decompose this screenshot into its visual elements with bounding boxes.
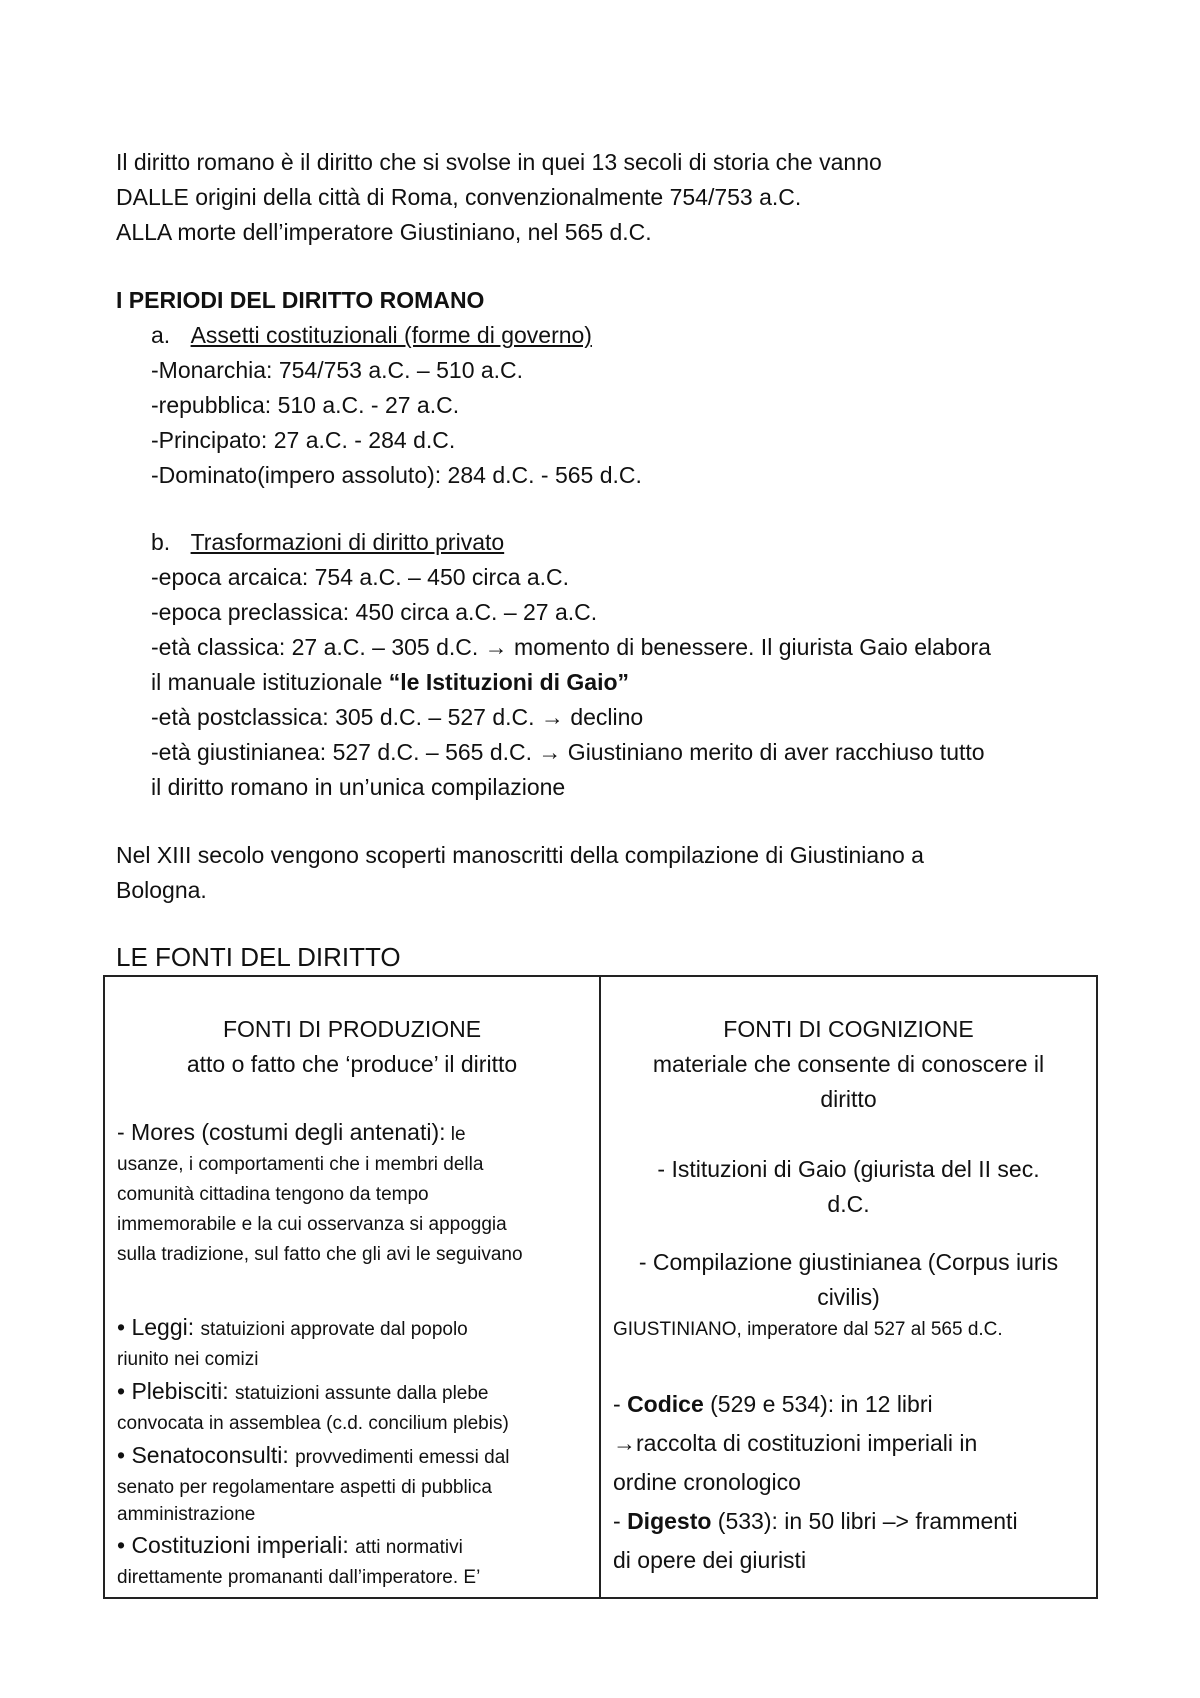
paragraph-line: Nel XIII secolo vengono scoperti manoscritti della compilazione di Giustiniano a: [116, 842, 924, 868]
mores-block: [117, 1115, 593, 1270]
period-item: -epoca preclassica: 450 circa a.C. – 27 a.C.: [151, 599, 598, 625]
costituzioni-text: atti normativi: [355, 1537, 463, 1558]
section-title-fonti: LE FONTI DEL DIRITTO: [116, 942, 401, 972]
plebisciti-text: convocata in assemblea (c.d. concilium plebis): [117, 1413, 509, 1434]
column-heading: FONTI DI COGNIZIONE: [723, 1016, 974, 1042]
mores-text: immemorabile e la cui osservanza si appoggia: [117, 1214, 507, 1235]
table-cell-cognizione: [600, 976, 1097, 1598]
column-subheading: atto o fatto che ‘produce’ il diritto: [186, 1051, 518, 1077]
list-item-a: [151, 318, 592, 353]
digesto-line: di opere dei giuristi: [613, 1547, 807, 1573]
codice-line: →raccolta di costituzioni imperiali in: [613, 1430, 978, 1456]
period-item: -età giustinianea: 527 d.C. – 565 d.C. → Giustiniano merito di aver racchiuso tutto: [151, 739, 985, 765]
istituzioni-line: - Istituzioni di Gaio (giurista del II sec.: [657, 1156, 1040, 1182]
istituzioni-line: d.C.: [827, 1191, 870, 1217]
costituzioni-block: [117, 1528, 587, 1593]
digesto-prefix: -: [613, 1508, 628, 1534]
section-title-periodi: I PERIODI DEL DIRITTO ROMANO: [116, 287, 485, 313]
codice-text: (529 e 534): in 12 libri: [703, 1391, 933, 1417]
period-item: [151, 665, 629, 700]
digesto-term: Digesto: [627, 1508, 712, 1534]
giustiniano-note: GIUSTINIANO, imperatore dal 527 al 565 d.C.: [613, 1319, 1003, 1340]
compilazione-line: - Compilazione giustinianea (Corpus iuris: [638, 1249, 1059, 1275]
mores-text: sulla tradizione, sul fatto che gli avi le seguivano: [117, 1244, 523, 1265]
leggi-term: • Leggi:: [117, 1314, 201, 1340]
mores-text: le: [445, 1124, 466, 1145]
codice-prefix: -: [613, 1391, 628, 1417]
list-marker-a: a.: [151, 322, 171, 348]
list-title-a: Assetti costituzionali (forme di governo): [190, 322, 592, 348]
period-item: -Dominato(impero assoluto): 284 d.C. - 565 d.C.: [151, 462, 642, 488]
mores-text: usanze, i comportamenti che i membri della: [117, 1154, 484, 1175]
period-item: -repubblica: 510 a.C. - 27 a.C.: [151, 392, 460, 418]
codice-line: [613, 1385, 1084, 1424]
period-item: -Monarchia: 754/753 a.C. – 510 a.C.: [151, 357, 524, 383]
period-item: il diritto romano in un’unica compilazione: [151, 774, 566, 800]
plebisciti-block: [117, 1374, 587, 1439]
column-produzione: [105, 977, 599, 1597]
intro-line-2: DALLE origini della città di Roma, convenzionalmente 754/753 a.C.: [116, 184, 802, 210]
codice-line: ordine cronologico: [613, 1469, 801, 1495]
column-subheading: materiale che consente di conoscere il: [652, 1051, 1045, 1077]
period-item: -Principato: 27 a.C. - 284 d.C.: [151, 427, 456, 453]
mores-text: comunità cittadina tengono da tempo: [117, 1184, 429, 1205]
plebisciti-text: statuizioni assunte dalla plebe: [234, 1383, 489, 1404]
column-subheading: diritto: [820, 1086, 877, 1112]
digesto-line: [613, 1502, 1084, 1541]
istituzioni-gaio-title: “le Istituzioni di Gaio”: [388, 669, 630, 695]
column-cognizione: [601, 977, 1096, 1597]
period-item: -età classica: 27 a.C. – 305 d.C. → momento di benessere. Il giurista Gaio elabora: [151, 634, 991, 660]
intro-line-1: Il diritto romano è il diritto che si svolse in quei 13 secoli di storia che vanno: [116, 149, 882, 175]
list-item-b: [151, 525, 504, 560]
senatoconsulti-block: [117, 1438, 587, 1527]
period-item: -epoca arcaica: 754 a.C. – 450 circa a.C.: [151, 564, 570, 590]
compilazione-line: civilis): [817, 1284, 880, 1310]
plebisciti-term: • Plebisciti:: [117, 1378, 235, 1404]
intro-line-3: ALLA morte dell’imperatore Giustiniano, nel 565 d.C.: [116, 219, 652, 245]
leggi-block: [117, 1310, 587, 1375]
column-heading: FONTI DI PRODUZIONE: [222, 1016, 482, 1042]
fonti-table: [103, 975, 1098, 1599]
digesto-text: (533): in 50 libri –> frammenti: [711, 1508, 1018, 1534]
mores-term: - Mores (costumi degli antenati):: [117, 1119, 446, 1145]
senatoconsulti-text: senato per regolamentare aspetti di pubblica: [117, 1477, 492, 1498]
leggi-text: riunito nei comizi: [117, 1349, 259, 1370]
table-cell-produzione: [104, 976, 600, 1598]
senatoconsulti-text: amministrazione: [117, 1504, 256, 1525]
list-title-b: Trasformazioni di diritto privato: [190, 529, 505, 555]
senatoconsulti-text: provvedimenti emessi dal: [295, 1447, 510, 1468]
period-item: -età postclassica: 305 d.C. – 527 d.C. → declino: [151, 704, 644, 730]
period-text: il manuale istituzionale: [151, 669, 389, 695]
codice-term: Codice: [627, 1391, 704, 1417]
costituzioni-text: direttamente promananti dall’imperatore. E’: [117, 1567, 481, 1588]
table-row: [104, 976, 1097, 1598]
senatoconsulti-term: • Senatoconsulti:: [117, 1442, 296, 1468]
paragraph-line: Bologna.: [116, 877, 207, 903]
costituzioni-term: • Costituzioni imperiali:: [117, 1532, 356, 1558]
leggi-text: statuizioni approvate dal popolo: [200, 1319, 468, 1340]
list-marker-b: b.: [151, 529, 171, 555]
